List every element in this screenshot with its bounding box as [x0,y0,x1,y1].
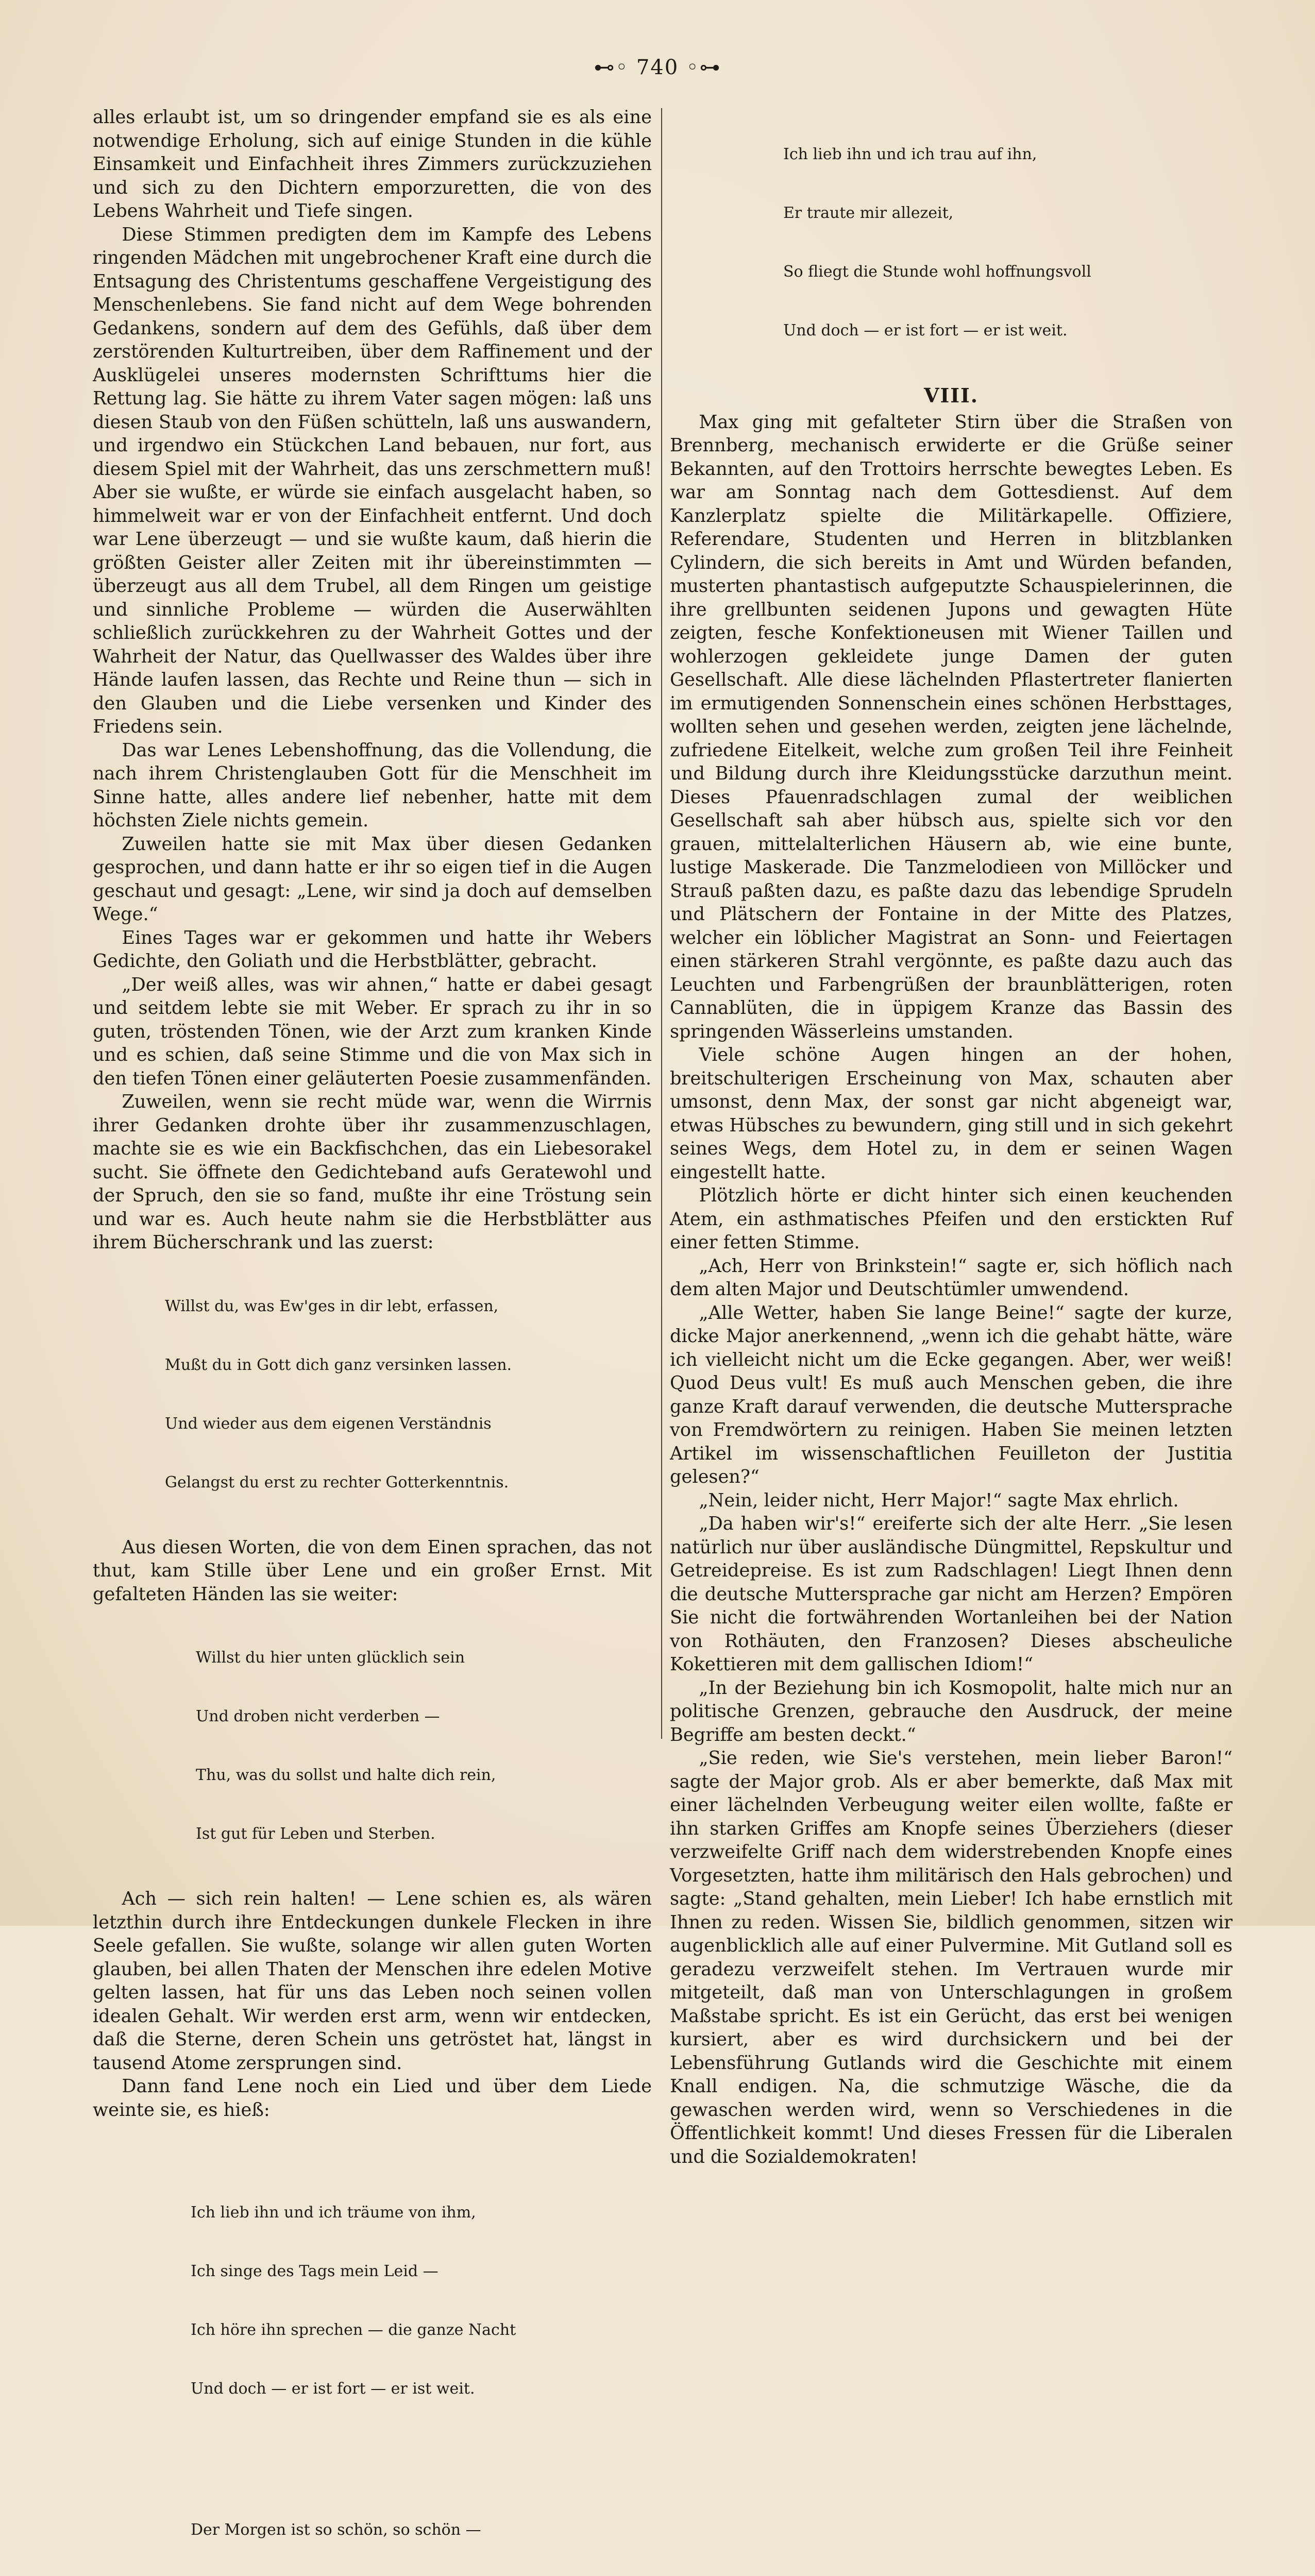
paragraph: „In der Beziehung bin ich Kosmopolit, halte mich nur an politische Grenzen, gebrauche den Ausdruck, der meine Begriffe am besten deckt.“ [670,1677,1233,1745]
page-number: ⊷◦ 740 ◦⊶ [594,56,721,79]
poem-stanza [191,2164,652,2438]
poem-line: So fliegt die Stunde wohl hoffnungsvoll [783,263,1091,281]
paragraph: „Alle Wetter, haben Sie lange Beine!“ sagte der kurze, dicke Major anerkennend, „wenn ich die gehabt hätte, wäre ich vielleicht nicht um die Ecke gegangen. Aber, wer weiß! Quod Deus vult! Es muß auch Menschen geben, die ihre ganze Kraft darauf verwenden, die deutsche Muttersprache von Fremdwörtern zu reinigen. Haben Sie meinen letzten Artikel im wissenschaftlichen Feuilleton der Justitia gelesen?“ [670,1302,1233,1487]
chapter-heading: VIII. [923,384,979,407]
poem-line: Der Morgen ist so schön, so schön — [191,2521,481,2539]
paragraph: „Nein, leider nicht, Herr Major!“ sagte Max ehrlich. [699,1489,1179,1511]
poem-line: Ich lieb ihn und ich trau auf ihn, [783,145,1037,163]
paragraph: Diese Stimmen predigten dem im Kampfe des Lebens ringenden Mädchen mit ungebrochener Kraft eine durch die Entsagung des Christentums geschaffene Vergeistigung des Menschenlebens. Sie fand nicht auf dem Wege bohrenden Gedankens, sondern auf dem des Gefühls, daß über dem zerstörenden Kulturtreiben, über dem Raffinement und der Ausklügelei unseres modernsten Schrifttums hier die Rettung lag. Sie hätte zu ihrem Vater sagen mögen: laß uns diesen Staub von den Füßen schütteln, laß uns auswandern, und irgendwo ein Stückchen Land bebauen, nur fort, aus diesem Spiel mit der Wahrheit, das uns zerschmettern muß! Aber sie wußte, er würde sie einfach ausgelacht haben, so himmelweit war er von der Einfachheit entfernt. Und doch war Lene überzeugt — und sie wußte kaum, daß hierin die größten Geister aller Zeiten mit ihr übereinstimmten — überzeugt aus all dem Trubel, all dem Ringen um geistige und sinnliche Probleme — würden die Auserwählten schließlich zurückkehren zu der Wahrheit Gottes und der Wahrheit der Natur, das Quellwasser des Waldes über ihre Hände laufen lassen, das Rechte und Reine thun — sich in den Glauben und die Liebe versenken und Kinder des Friedens sein. [93,224,652,737]
poem-line: Ich höre ihn sprechen — die ganze Nacht [191,2321,516,2339]
poem-line: Willst du hier unten glücklich sein [196,1649,465,1667]
paragraph: „Der weiß alles, was wir ahnen,“ hatte er dabei gesagt und seitdem lebte sie mit Weber. Er sprach zu ihr in so guten, tröstenden Tönen, wie der Arzt zum kranken Kinde und es schien, daß seine Stimme und die von Max sich in den tiefen Tönen einer geläuterten Poesie zusammenfänden. [93,974,652,1089]
paragraph: Dann fand Lene noch ein Lied und über dem Liede weinte sie, es hieß: [93,2076,652,2121]
paragraph: alles erlaubt ist, um so dringender empfand sie es als eine notwendige Erholung, sich auf einige Stunden in die kühle Einsamkeit und Einfachheit ihres Zimmers zurückzuziehen und sich zu den Dichtern emporzuretten, die von des Lebens Wahrheit und Tiefe singen. [93,107,652,222]
poem-song [93,2125,652,2576]
poem-line: Und doch — er ist fort — er ist weit. [191,2380,475,2398]
poem-line: Thu, was du sollst und halte dich rein, [196,1766,496,1784]
paragraph: „Da haben wir's!“ ereiferte sich der alte Herr. „Sie lesen natürlich nur über ausländische Düngmittel, Repskultur und Getreidepreise. Es ist zum Radschlagen! Liegt Ihnen denn die deutsche Muttersprache gar nicht am Herzen? Empören Sie nicht die fortwährenden Wortanleihen bei der Nation von Rothäuten, den Franzosen? Dieses abscheuliche Kokettieren mit dem gallischen Idiom!“ [670,1513,1233,1675]
paragraph: Das war Lenes Lebenshoffnung, das die Vollendung, die nach ihrem Christenglauben Gott für die Menschheit im Sinne hatte, alles andere lief nebenher, hatte mit dem höchsten Ziele nichts gemein. [93,739,652,831]
poem-song-continued [670,106,1233,380]
poem-line: Ich lieb ihn und ich träume von ihm, [191,2204,476,2222]
left-column [93,106,652,2576]
right-column [670,106,1233,2168]
poem-line: Ist gut für Leben und Sterben. [196,1825,435,1843]
paragraph: Ach — sich rein halten! — Lene schien es, als wären letzthin durch ihre Entdeckungen dunkele Flecken in ihre Seele gefallen. Sie wußte, solange wir allen guten Worten glauben, bei allen Thaten der Menschen ihre edelen Motive gelten lassen, hat für uns das Leben noch seinen vollen idealen Gehalt. Wir werden erst arm, wenn wir entdecken, daß die Sterne, deren Schein uns getröstet hat, längst in tausend Atome zersprungen sind. [93,1888,652,2074]
poem-line: Und doch — er ist fort — er ist weit. [783,321,1068,340]
paragraph: „Ach, Herr von Brinkstein!“ sagte er, sich höflich nach dem alten Major und Deutschtümler umwendend. [670,1255,1233,1300]
paragraph: Eines Tages war er gekommen und hatte ihr Webers Gedichte, den Goliath und die Herbstblätter, gebracht. [93,927,652,972]
poem-line: Gelangst du erst zu rechter Gotterkenntnis. [165,1473,509,1492]
paragraph: Plötzlich hörte er dicht hinter sich einen keuchenden Atem, ein asthmatisches Pfeifen und den erstickten Ruf einer fetten Stimme. [670,1185,1233,1253]
paragraph: „Sie reden, wie Sie's verstehen, mein lieber Baron!“ sagte der Major grob. Als er aber bemerkte, daß Max mit einer lächelnden Verbeugung weiter eilen wollte, faßte er ihn starken Griffes am Knopfe seines Überziehers (dieser verzweifelte Griff nach dem widerstrebenden Knopfe eines Vorgesetzten, hatte ihm militärisch den Hals gebrochen) und sagte: „Stand gehalten, mein Lieber! Ich habe ernstlich mit Ihnen zu reden. Wissen Sie, bildlich genommen, sitzen wir augenblicklich alle auf einer Pulvermine. Mit Gutland soll es geradezu verzweifelt stehen. Im Vertrauen wurde mir mitgeteilt, daß man von Unterschlagungen in großem Maßstabe spricht. Es ist ein Gerücht, das erst bei wenigen kursiert, aber es wird durchsickern und bei der Lebensführung Gutlands wird die Geschichte mit einem Knall endigen. Na, die schmutzige Wäsche, die da gewaschen werden wird, wenn so Verschiedenes in die Öffentlichkeit kommt! Und dieses Fressen für die Liberalen und die Sozialdemokraten! [670,1748,1233,2167]
poem-line: Ich singe des Tags mein Leid — [191,2262,439,2280]
poem-line: Und droben nicht verderben — [196,1707,440,1725]
paragraph: Max ging mit gefalteter Stirn über die Straßen von Brennberg, mechanisch erwiderte er die Grüße seiner Bekannten, auf den Trottoirs herrschte bewegtes Leben. Es war am Sonntag nach dem Gottesdienst. Auf dem Kanzlerplatz spielte die Militärkapelle. Offiziere, Referendare, Studenten und Herren in blitzblanken Cylindern, die sich bereits in Amt und Würden befanden, musterten phantastisch aufgeputzte Schauspielerinnen, die ihre grellbunten seidenen Jupons und gewagten Hüte zeigten, fesche Konfektioneusen mit Wiener Taillen und wohlerzogen gekleidete junge Damen der guten Gesellschaft. Alle diese lächelnden Pflastertreter flanierten im ermutigenden Sonnenschein eines schönen Herbsttages, wollten sehen und gesehen werden, zeigten jene lächelnde, zufriedene Eitelkeit, welche zum großen Teil ihre Feinheit und Bildung durch ihre Kleidungsstücke darzuthun meint. Dieses Pfauenradschlagen zumal der weiblichen Gesellschaft sah aber hübsch aus, spielte sich vor den grauen, mittelalterlichen Häusern ab, wie eine bunte, lustige Maskerade. Die Tanzmelodieen von Millöcker und Strauß paßten dazu, es paßte dazu das lebendige Sprudeln und Plätschern der Fontaine in der Mitte des Platzes, welcher ein löblicher Magistrat an Sonn- und Feiertagen einen stärkeren Strahl vergönnte, es paßte dazu auch das Leuchten und Farbengrüßen der braunblätterigen, roten Cannablüten, die in üppigem Kranze das Bassin des springenden Wässerleins umstanden. [670,411,1233,1042]
poem-line: Willst du, was Ew'ges in dir lebt, erfassen, [165,1297,499,1315]
paragraph: Zuweilen hatte sie mit Max über diesen Gedanken gesprochen, und dann hatte er ihr so eigen tief in die Augen geschaut und gesagt: „Lene, wir sind ja doch auf demselben Wege.“ [93,833,652,925]
poem-line: Mußt du in Gott dich ganz versinken lassen. [165,1355,512,1374]
paragraph: Zuweilen, wenn sie recht müde war, wenn die Wirrnis ihrer Gedanken drohte über ihr zusammenzuschlagen, machte sie es wie ein Backfischchen, das ein Liebesorakel sucht. Sie öffnete den Gedichteband aufs Geratewohl und der Spruch, den sie so fand, mußte ihr eine Tröstung sein und war es. Auch heute nahm sie die Herbstblätter aus ihrem Bücherschrank und las zuerst: [93,1091,652,1253]
poem-quote [93,1609,652,1883]
poem-line: Er traute mir allezeit, [783,204,954,222]
poem-stanza [191,2481,652,2576]
paragraph: Aus diesen Worten, die von dem Einen sprachen, das not thut, kam Stille über Lene und ein großer Ernst. Mit gefalteten Händen las sie weiter: [93,1536,652,1605]
poem-quote [93,1258,652,1532]
column-divider [661,108,662,1739]
paragraph: Viele schöne Augen hingen an der hohen, breitschulterigen Erscheinung von Max, schauten aber umsonst, denn Max, der sonst gar nicht abgeneigt war, etwas Hübsches zu bewundern, ging still und in sich gekehrt seines Wegs, dem Hotel zu, in dem er seinen Wagen eingestellt hatte. [670,1044,1233,1183]
page-number-value: 740 [636,56,679,79]
poem-line: Und wieder aus dem eigenen Verständnis [165,1414,492,1433]
